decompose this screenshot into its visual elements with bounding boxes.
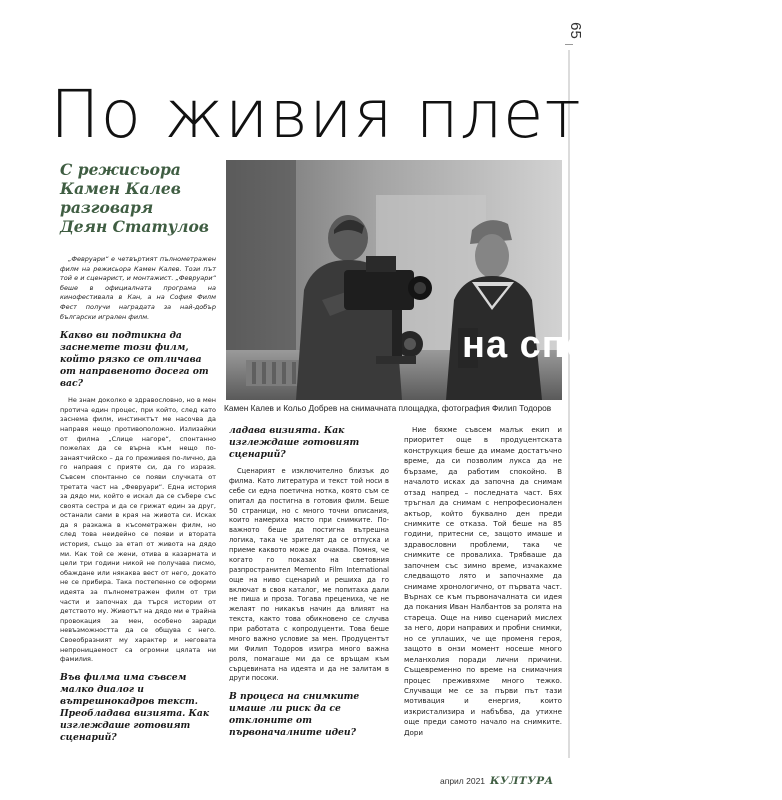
article-subtitle: на спомените <box>462 324 731 366</box>
magazine-brand: КУЛТУРА <box>490 775 554 787</box>
interview-answer: Ние бяхме съвсем малък екип и приоритет още в продуцентската конструкция беше да имаме достатъчно време, да си позволим лукса да не бързаме, да работим спокойно. В началото исках да започна да снимам отзад напред – последната част. Бях тръгнал да снимам с непрофесионален актьор, който буквално ден преди снимките се отказа. Той беше на 85 години, притесни се, защото имаше и здравословни проблеми, така че снимките се провалиха. Трябваше да започнем със зимно време, изчакахме следващото лято и започнахме да снимаме хронологично, от първата част. Върнах се към първоначалната си идея да покания Иван Налбантов за ролята на стареца. Още на ниво сценарий мислех за него, дори направих и пробни снимки, но се уплаших, че ще променя героя, защото в онзи момент носеше много меланхолия поради лични причини. Същевременно по време на снимачния процес преживяхме много тежко. Случващи ме се за първи път тази мотивация и енергия, които изкристализира и набъбва, да утихне още преди самото начало на снимките. Дори <box>404 425 562 737</box>
interview-question: Във филма има съвсем малко диалог и вътрешнокадров текст. Преобладава визията. Как изглеждаше готовият сценарий? <box>60 671 210 743</box>
article-photo <box>226 160 731 400</box>
article-deck <box>60 160 230 236</box>
page-number-text: 65 <box>566 21 584 39</box>
text-column-2 <box>229 425 389 745</box>
photo-caption: Камен Калев и Кольо Добрев на снимачната площадка, фотография Филип Тодоров <box>224 403 552 413</box>
issue-date: април 2021 <box>440 776 486 786</box>
deck-line: С режисьора <box>60 160 181 179</box>
article-lead: „Февруари“ е четвъртият пълнометражен филм на режисьора Камен Калев. Този път той е и сценарист, и монтажист. „Февруари“ беше в официалната програма на кинофестивала в Кан, а на София Филм Фест получи наградата за най-добър български игрален филм. <box>60 255 216 321</box>
interview-answer: Сценарият е изключително близък до филма. Като литература и текст той носи в себе си една поетична нотка, която съм се опитал да постигна в готовия филм. Беше 50 страници, но с много точни описания, които намериха място при снимките. По-важното беше да постигна вътрешна логика, така че зрителят да се отпуска и приеме каквото може да очаква. Помня, че когато го показах на световния разпространител Memento Film International още на ниво сценарий и решиха да го включат в своя каталог, ме попитаха дали не пиша и проза. Тогава преценихa, че не желаят по никакъв начин да влияят на текста, както това обикновено се случва при работата с копродуценти. Това беше много важно условие за мен. Продуцентът ми Филип Тодоров изигра много важна роля, помагаше ми да се връщам към сърцевината на идеята и да не залитам в други посоки. <box>229 467 389 683</box>
page-rule-tick <box>565 44 573 45</box>
text-column-3 <box>404 425 562 745</box>
interview-question: Какво ви подтикна да заснемете този филм, който рязко се отличава от направеното досега от вас? <box>60 330 209 390</box>
text-column-1 <box>60 255 216 750</box>
page-footer <box>440 775 570 789</box>
deck-line: Деян Статулов <box>60 217 209 236</box>
interview-question-continued: ладава визията. Как изглеждаше готовият сценарий? <box>229 425 360 460</box>
deck-line: Камен Калев <box>60 179 181 198</box>
interview-question: В процеса на снимките имаше ли риск да се отклоните от първоначалните идеи? <box>229 691 360 739</box>
interview-answer: Не знам доколко е здравословно, но в мен протича един процес, при който, след като заснема филм, инстинктът ме насочва да направя нещо противоположно. Излизайки от филма „Слице нагоре“, спонтанно пожелах да се върна към нещо по-занаятчийско – да го преживея по-лично, да го направя с прияте си, да го изразя. Съвсем спонтанно се появи случката от третата част на „Февруари“. Една история за дядо ми, който е искал да се събере със своята сестра и да се грижат един за друг, останали сами в края на живота си. Исках да я разкажа в късометражен филм, но след това неидейно се появи и втората история, също за етап от живота на дядо ми. Как той се жени, отива в казармата и цели три години никой не получава писмо, обаждане или някаква вест от него, докато не се прибира. Така постепенно се оформи идеята за пълнометражен филм от три части и започнах да търся истории от детството му. Животът на дядо ми е трайна провокация за мен, особено заради невъзможността да се общува с него. Своеобразният му характер и неговата непроницаемост са огромни цялата ни фамилия. <box>60 396 216 664</box>
article-title: По живия плет <box>50 76 582 153</box>
deck-line: разговаря <box>60 198 154 217</box>
